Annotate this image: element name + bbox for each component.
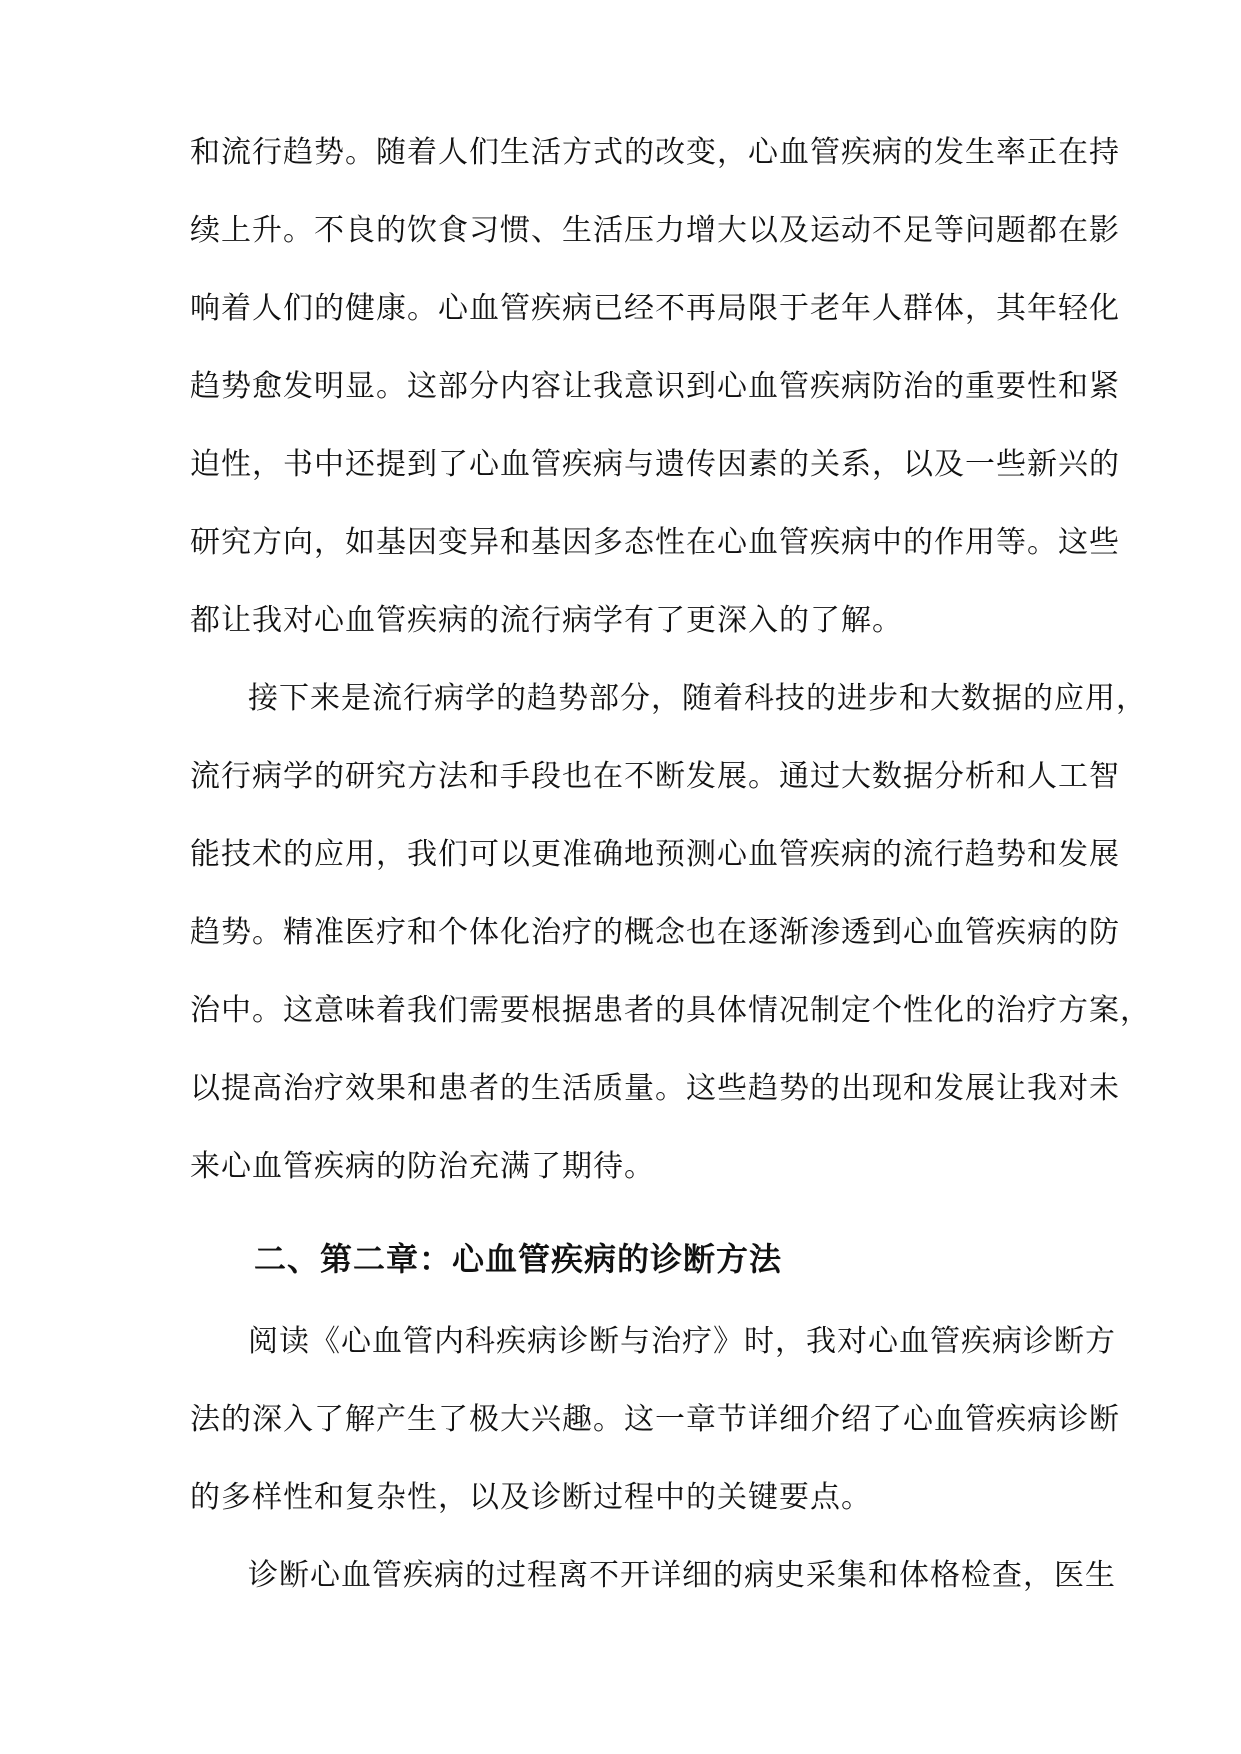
text-line: 研究方向，如基因变异和基因多态性在心血管疾病中的作用等。这些 (190, 525, 1120, 560)
text-line: 能技术的应用，我们可以更准确地预测心血管疾病的流行趋势和发展 (190, 837, 1120, 872)
text-line: 接下来是流行病学的趋势部分，随着科技的进步和大数据的应用， (248, 681, 1147, 716)
text-line: 以提高治疗效果和患者的生活质量。这些趋势的出现和发展让我对未 (190, 1071, 1120, 1106)
text-line: 都让我对心血管疾病的流行病学有了更深入的了解。 (190, 603, 903, 638)
text-line: 和流行趋势。随着人们生活方式的改变，心血管疾病的发生率正在持 (190, 135, 1120, 170)
text-line: 趋势愈发明显。这部分内容让我意识到心血管疾病防治的重要性和紧 (190, 369, 1120, 404)
text-line: 阅读《心血管内科疾病诊断与治疗》时，我对心血管疾病诊断方 (248, 1324, 1116, 1359)
text-line: 流行病学的研究方法和手段也在不断发展。通过大数据分析和人工智 (190, 759, 1120, 794)
section-heading: 二、第二章：心血管疾病的诊断方法 (254, 1240, 783, 1278)
text-line: 治中。这意味着我们需要根据患者的具体情况制定个性化的治疗方案， (190, 993, 1151, 1028)
text-line: 的多样性和复杂性，以及诊断过程中的关键要点。 (190, 1480, 872, 1515)
text-line: 法的深入了解产生了极大兴趣。这一章节详细介绍了心血管疾病诊断 (190, 1402, 1120, 1437)
text-line: 诊断心血管疾病的过程离不开详细的病史采集和体格检查，医生 (248, 1558, 1116, 1593)
text-line: 迫性，书中还提到了心血管疾病与遗传因素的关系，以及一些新兴的 (190, 447, 1120, 482)
text-line: 趋势。精准医疗和个体化治疗的概念也在逐渐渗透到心血管疾病的防 (190, 915, 1120, 950)
text-line: 来心血管疾病的防治充满了期待。 (190, 1149, 655, 1184)
text-line: 响着人们的健康。心血管疾病已经不再局限于老年人群体，其年轻化 (190, 291, 1120, 326)
text-line: 续上升。不良的饮食习惯、生活压力增大以及运动不足等问题都在影 (190, 213, 1120, 248)
